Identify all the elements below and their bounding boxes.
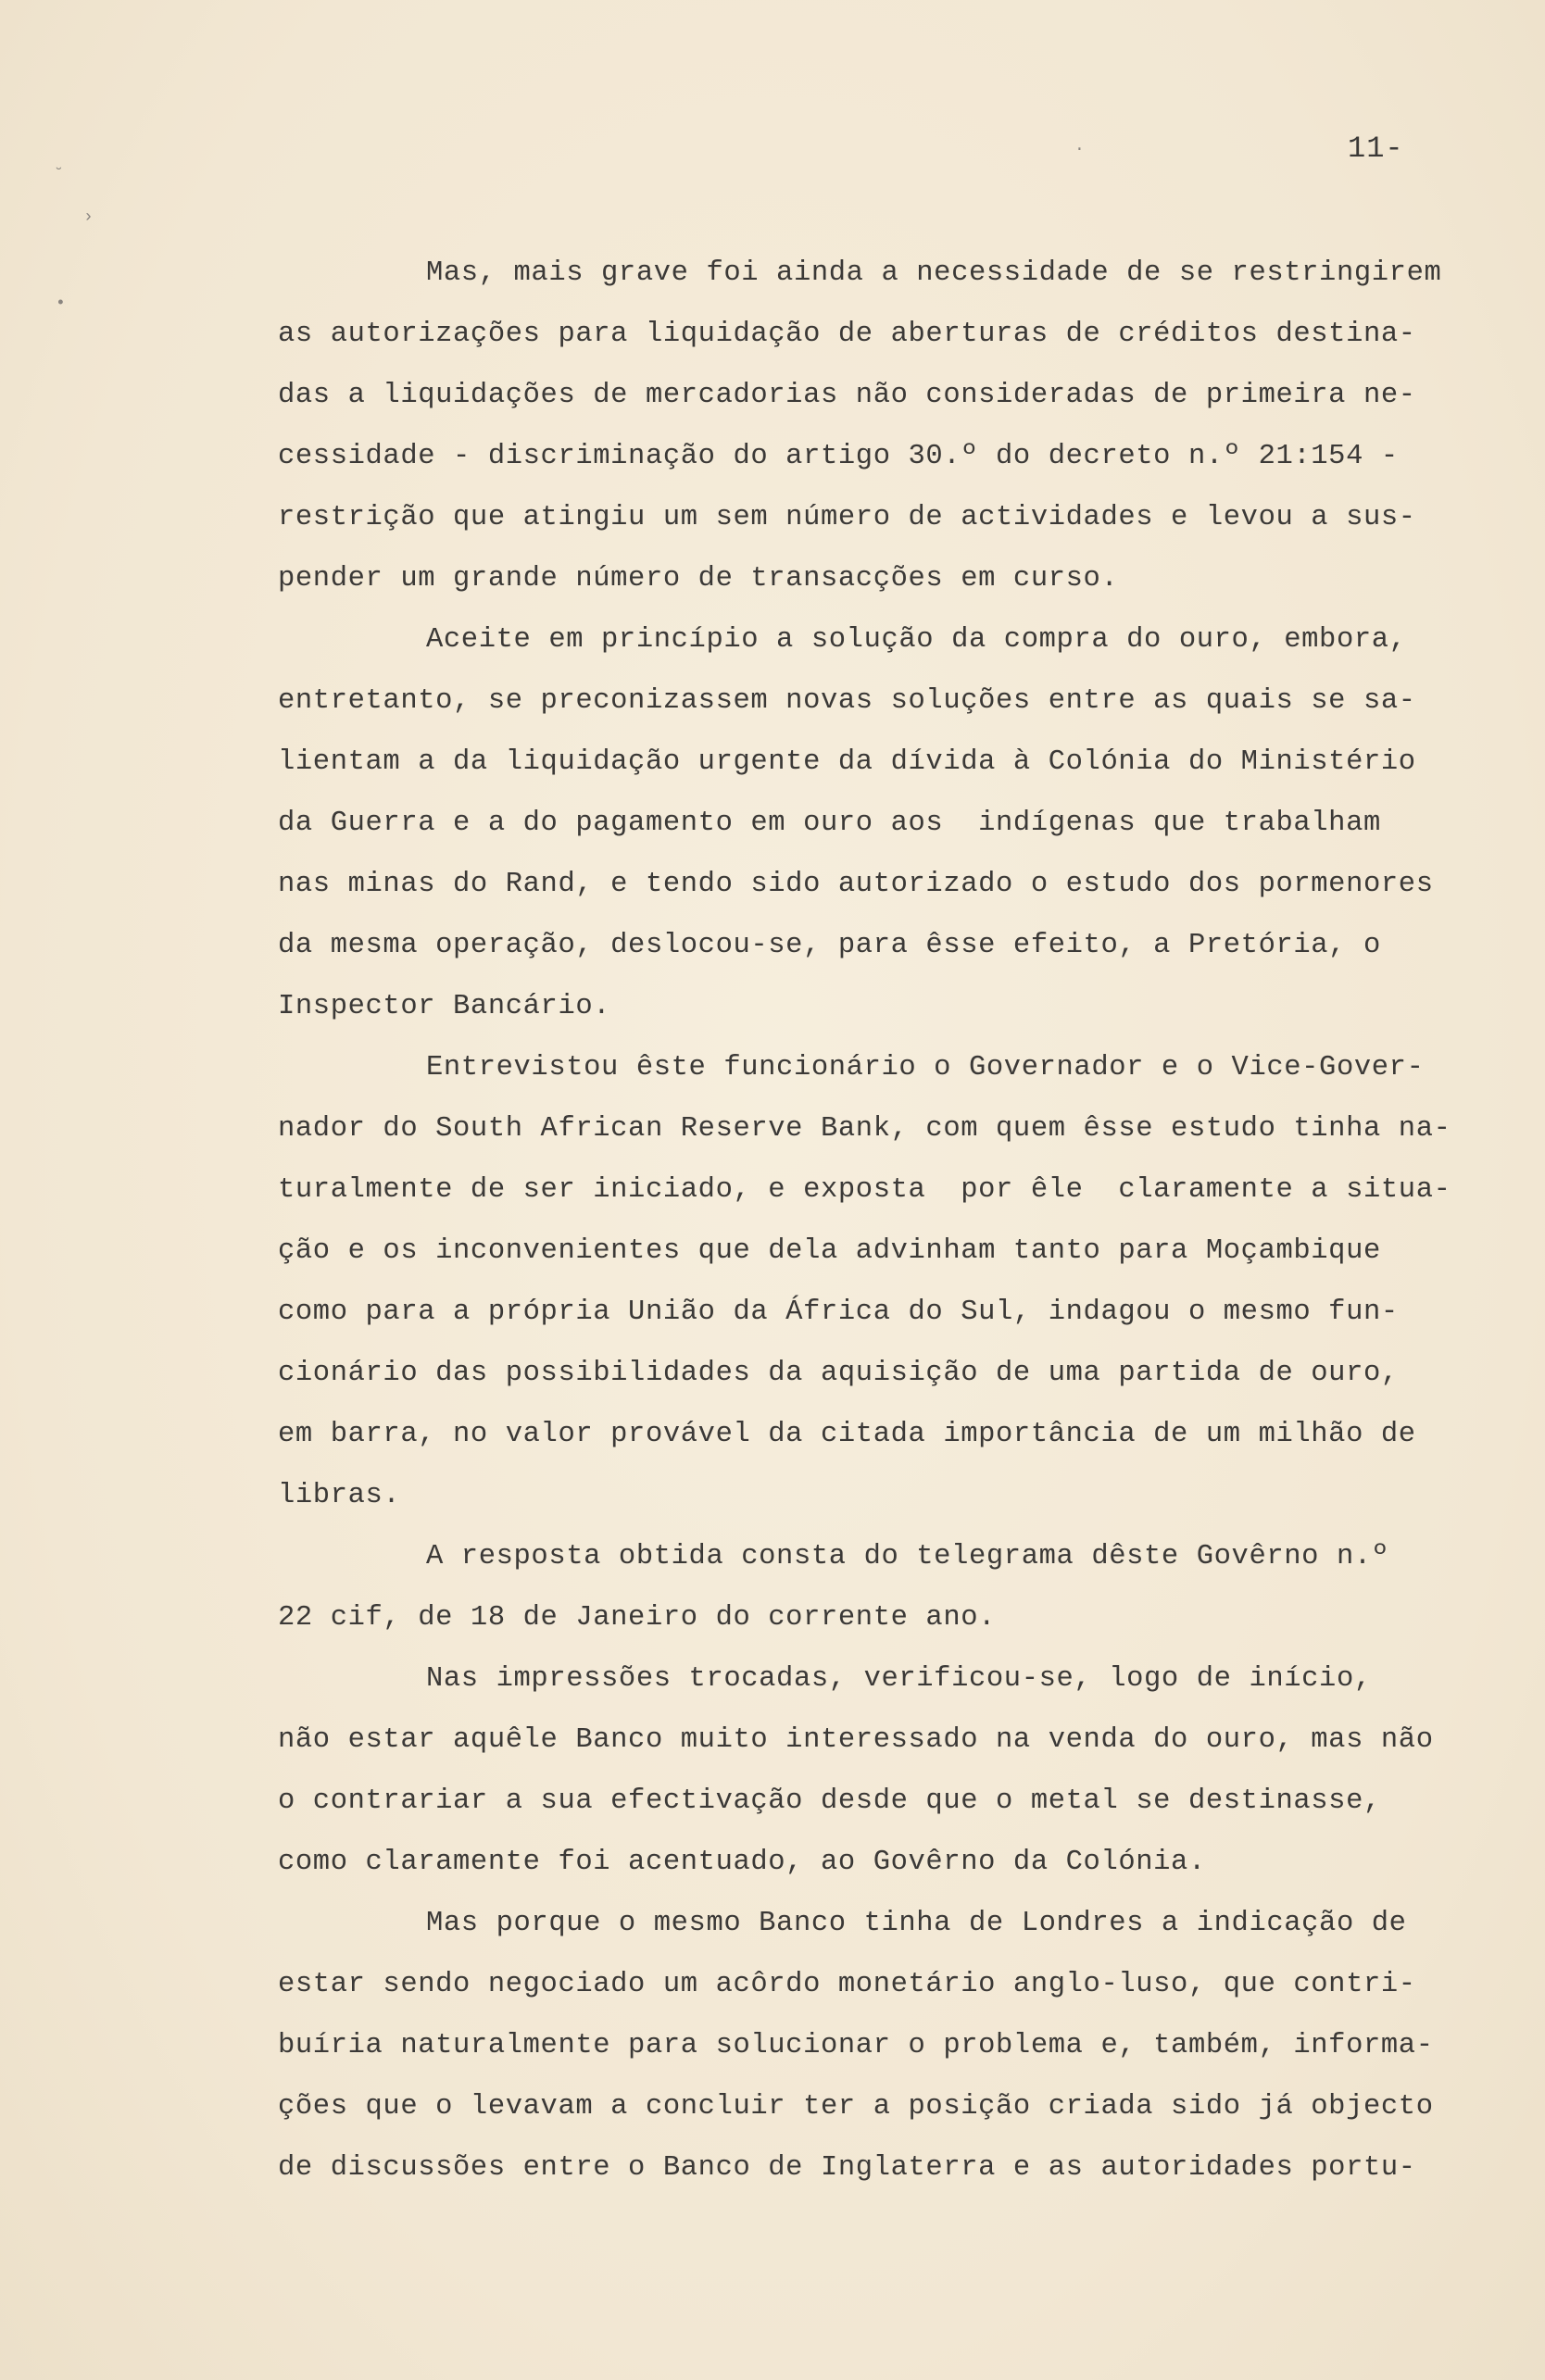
- text-line: de discussões entre o Banco de Inglaterra e as autoridades portu-: [278, 2152, 1416, 2184]
- margin-speck: •: [56, 294, 66, 313]
- margin-speck: ˘: [54, 167, 64, 185]
- text-line: nas minas do Rand, e tendo sido autorizado o estudo dos pormenores: [278, 869, 1434, 900]
- text-line: Nas impressões trocadas, verificou-se, logo de início,: [426, 1663, 1372, 1695]
- text-line: cessidade - discriminação do artigo 30.º do decreto n.º 21:154 -: [278, 441, 1399, 472]
- paragraph: [278, 1037, 1501, 1526]
- text-line: como para a própria União da África do Sul, indagou o mesmo fun-: [278, 1296, 1399, 1328]
- paragraph: [278, 243, 1501, 609]
- text-line: restrição que atingiu um sem número de actividades e levou a sus-: [278, 502, 1416, 533]
- text-line: 22 cif, de 18 de Janeiro do corrente ano.: [278, 1602, 997, 1634]
- page-number: 11-: [1348, 132, 1404, 166]
- margin-speck: ·: [1074, 141, 1085, 159]
- text-line: turalmente de ser iniciado, e exposta por êle claramente a situa-: [278, 1174, 1451, 1206]
- text-line: da mesma operação, deslocou-se, para êsse efeito, a Pretória, o: [278, 930, 1381, 961]
- text-line: pender um grande número de transacções em curso.: [278, 563, 1119, 595]
- text-line: como claramente foi acentuado, ao Govêrno da Colónia.: [278, 1847, 1206, 1878]
- text-line: Mas, mais grave foi ainda a necessidade de se restringirem: [426, 257, 1442, 289]
- text-line: cionário das possibilidades da aquisição de uma partida de ouro,: [278, 1358, 1399, 1389]
- text-line: estar sendo negociado um acôrdo monetário anglo-luso, que contri-: [278, 1969, 1416, 2000]
- margin-speck: ›: [83, 208, 94, 227]
- text-line: libras.: [278, 1480, 401, 1511]
- text-line: Mas porque o mesmo Banco tinha de Londres a indicação de: [426, 1908, 1407, 1939]
- text-line: em barra, no valor provável da citada importância de um milhão de: [278, 1419, 1416, 1450]
- text-line: lientam a da liquidação urgente da dívida à Colónia do Ministério: [278, 746, 1416, 778]
- text-line: entretanto, se preconizassem novas soluções entre as quais se sa-: [278, 685, 1416, 717]
- text-line: ção e os inconvenientes que dela advinham tanto para Moçambique: [278, 1235, 1381, 1267]
- text-line: da Guerra e a do pagamento em ouro aos indígenas que trabalham: [278, 808, 1381, 839]
- text-line: buíria naturalmente para solucionar o problema e, também, informa-: [278, 2030, 1434, 2061]
- paragraph: [278, 1893, 1501, 2198]
- text-line: Inspector Bancário.: [278, 991, 611, 1022]
- text-line: o contrariar a sua efectivação desde que o metal se destinasse,: [278, 1785, 1381, 1817]
- text-line: Aceite em princípio a solução da compra do ouro, embora,: [426, 624, 1407, 656]
- paragraph: [278, 1648, 1501, 1893]
- paragraph: [278, 1526, 1501, 1648]
- typed-body-text: [278, 243, 1501, 2198]
- text-line: não estar aquêle Banco muito interessado na venda do ouro, mas não: [278, 1724, 1434, 1756]
- text-line: ções que o levavam a concluir ter a posição criada sido já objecto: [278, 2091, 1434, 2123]
- text-line: as autorizações para liquidação de aberturas de créditos destina-: [278, 319, 1416, 350]
- text-line: nador do South African Reserve Bank, com quem êsse estudo tinha na-: [278, 1113, 1451, 1145]
- text-line: Entrevistou êste funcionário o Governador e o Vice-Gover-: [426, 1052, 1425, 1084]
- text-line: A resposta obtida consta do telegrama dêste Govêrno n.º: [426, 1541, 1389, 1572]
- paragraph: [278, 609, 1501, 1037]
- text-line: das a liquidações de mercadorias não consideradas de primeira ne-: [278, 380, 1416, 411]
